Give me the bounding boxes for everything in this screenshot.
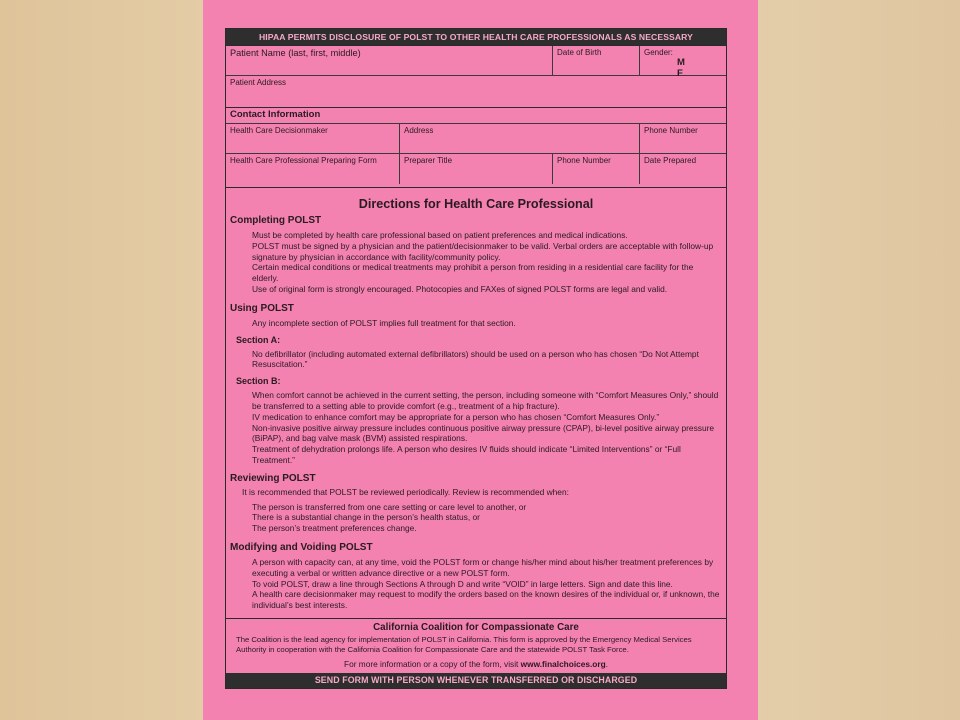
contact-information-header [226,108,726,124]
hipaa-banner: HIPAA PERMITS DISCLOSURE OF POLST TO OTHER HEALTH CARE PROFESSIONALS AS NECESSARY [226,29,726,46]
gender-f-option[interactable]: F [677,68,683,79]
patient-name-field[interactable] [226,46,553,76]
coalition-title: California Coalition for Compassionate Care [373,622,579,633]
contact-address-label: Address [404,126,434,135]
decisionmaker-label: Health Care Decisionmaker [230,126,328,135]
decisionmaker-field[interactable] [226,124,400,154]
more-info-prefix: For more information or a copy of the form, visit [344,659,521,670]
section-a-heading: Section A: [236,334,281,345]
patient-name-label: Patient Name (last, first, middle) [230,48,361,58]
date-prepared-field[interactable] [640,154,726,184]
directions-section [226,187,726,619]
coalition-text: The Coalition is the lead agency for implementation of POLST in California. This form is approved by the Emergency Medical Services Authority in cooperation with the California Coalition for Compassionate Care and the statewide POLST Task Force. [236,635,692,654]
reviewing-item: The person’s treatment preferences change. [252,523,417,534]
section-b-heading: Section B: [236,376,281,387]
modifying-item: A health care decisionmaker may request to modify the orders based on the known desires of the individual or, if unknown, the individual’s best interests. [252,589,720,611]
reviewing-item: The person is transferred from one care setting or care level to another, or [252,501,527,512]
date-of-birth-label: Date of Birth [557,48,602,57]
using-intro: Any incomplete section of POLST implies full treatment for that section. [252,317,516,328]
more-info-line [226,659,726,669]
reviewing-intro: It is recommended that POLST be reviewed periodically. Review is recommended when: [242,486,569,497]
preparing-professional-field[interactable] [226,154,400,184]
patient-info-grid [226,46,726,186]
date-prepared-label: Date Prepared [644,156,697,165]
reviewing-item: There is a substantial change in the person’s health status, or [252,512,480,523]
preparer-phone-field[interactable] [553,154,640,184]
modifying-heading: Modifying and Voiding POLST [230,541,373,553]
section-b-item: When comfort cannot be achieved in the current setting, the person, including someone with “Comfort Measures Only,” should be transferred to a setting able to provide comfort (e.g., treatment of a hip fracture). [252,390,719,411]
completing-item: Use of original form is strongly encouraged. Photocopies and FAXes of signed POLST forms are legal and valid. [252,283,668,294]
more-info-suffix: . [605,659,608,670]
completing-item: Certain medical conditions or medical treatments may prohibit a person from residing in a residential care facility for the elderly. [252,262,694,284]
polst-form [225,28,727,689]
section-b-item: Non-invasive positive airway pressure includes continuous positive airway pressure (CPAP), bi-level positive airway pressure (BiPAP), and bag valve mask (BVM) assisted respirations. [252,422,715,444]
section-b-item: IV medication to enhance comfort may be appropriate for a person who has chosen “Comfort Measures Only.” [252,411,660,422]
preparer-title-field[interactable] [400,154,553,184]
gender-field [640,46,726,79]
finalchoices-link[interactable]: www.finalchoices.org [520,659,606,670]
gender-label: Gender: [644,48,673,57]
completing-item: POLST must be signed by a physician and the patient/decisionmaker to be valid. Verbal orders are acceptable with follow-up signature by physician in accordance with facility/community policy. [252,240,714,262]
section-b-item: Treatment of dehydration prolongs life. A person who desires IV fluids should indicate “Limited Interventions” or “Full Treatment.” [252,444,681,465]
coalition-section [226,617,726,669]
date-of-birth-field[interactable] [553,46,640,76]
reviewing-heading: Reviewing POLST [230,472,316,484]
using-heading: Using POLST [230,302,294,314]
patient-address-field[interactable] [226,76,726,108]
contact-information-title: Contact Information [230,109,321,120]
contact-address-field[interactable] [400,124,640,154]
completing-heading: Completing POLST [230,215,322,226]
contact-phone-label: Phone Number [644,126,698,135]
preparing-professional-label: Health Care Professional Preparing Form [230,156,377,165]
polst-form-page [203,0,758,720]
patient-address-label: Patient Address [230,78,287,87]
section-a-item: No defibrillator (including automated external defibrillators) should be used on a person who has chosen “Do Not Attempt Resuscitation.” [252,348,699,370]
gender-m-option[interactable]: M [677,57,685,68]
completing-item: Must be completed by health care professional based on patient preferences and medical indications. [252,230,628,240]
transfer-banner: SEND FORM WITH PERSON WHENEVER TRANSFERRED OR DISCHARGED [226,673,726,688]
modifying-item: A person with capacity can, at any time, void the POLST form or change his/her mind about his/her treatment preferences by executing a verbal or written advance directive or a new POLST form. [252,556,714,578]
modifying-item: To void POLST, draw a line through Sections A through D and write “VOID” in large letters. Sign and date this line. [252,578,673,589]
preparer-title-label: Preparer Title [404,156,453,165]
preparer-phone-label: Phone Number [557,156,611,165]
contact-phone-field[interactable] [640,124,726,154]
directions-title: Directions for Health Care Professional [358,197,594,211]
